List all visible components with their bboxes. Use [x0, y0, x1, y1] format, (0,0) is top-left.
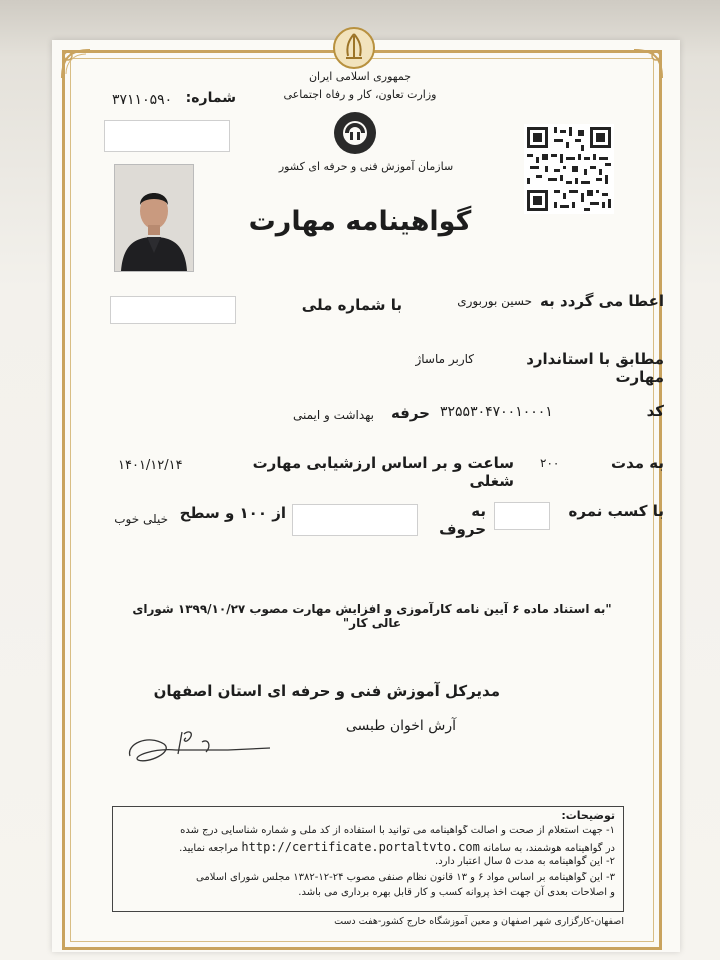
serial-label: شماره:	[185, 90, 236, 106]
organization-name: سازمان آموزش فنی و حرفه ای کشور	[278, 160, 454, 173]
note-line-2	[119, 840, 615, 854]
note-line-2a: در گواهینامه هوشمند، به سامانه	[483, 843, 615, 854]
out-of-level-label: از ۱۰۰ و سطح	[179, 504, 286, 522]
standard-value: کاربر ماساژ	[415, 352, 474, 366]
notes-box	[112, 806, 624, 912]
notes-heading: توضیحات:	[561, 809, 615, 822]
signatory-name: آرش اخوان طبسی	[345, 718, 456, 734]
holder-name: حسین بوربوری	[457, 294, 532, 308]
country-name: جمهوری اسلامی ایران	[308, 70, 412, 83]
national-id-label: با شماره ملی	[301, 296, 402, 314]
duration-value: ۲۰۰	[540, 456, 560, 470]
redacted-score	[494, 502, 550, 530]
verification-url[interactable]: http://certificate.portaltvto.com	[241, 840, 480, 854]
note-line-1: ۱- جهت استعلام از صحت و اصالت گواهینامه می توانید با استفاده از کد ملی و شماره شناسایی درج شده	[180, 825, 615, 836]
signature-graphic	[124, 726, 274, 778]
qr-code	[524, 124, 614, 214]
in-words-label: به حروف	[439, 502, 486, 538]
code-value: ۳۲۵۵۳۰۴۷۰۰۱۰۰۰۱	[440, 404, 553, 420]
note-line-3: ۲- این گواهینامه به مدت ۵ سال اعتبار دارد.	[435, 856, 615, 867]
regulation-text: "به استناد ماده ۶ آیین نامه کارآموزی و افزایش مهارت مصوب ۱۳۹۹/۱۰/۲۷ شورای عالی کار"	[132, 602, 612, 630]
redacted-national-id	[110, 296, 236, 324]
score-label: با کسب نمره	[568, 502, 664, 520]
redacted-box	[104, 120, 230, 152]
tvto-logo-icon	[330, 110, 380, 156]
signatory-title: مدیرکل آموزش فنی و حرفه ای استان اصفهان	[153, 682, 500, 700]
code-label: کد	[646, 402, 664, 420]
serial-number: ۳۷۱۱۰۵۹۰	[112, 92, 173, 108]
awarded-to-label: اعطا می گردد به	[540, 292, 664, 310]
assessment-label: ساعت و بر اساس ارزشیابی مهارت شغلی	[252, 454, 514, 490]
note-line-5: و اصلاحات بعدی آن جهت اخذ پروانه کسب و کار قابل بهره برداری می باشد.	[298, 887, 615, 898]
redacted-score-words	[292, 504, 418, 536]
iran-emblem-icon	[332, 26, 376, 70]
corner-ornament-icon	[628, 44, 668, 84]
trade-label: حرفه	[390, 404, 430, 422]
note-line-4: ۳- این گواهینامه بر اساس مواد ۶ و ۱۳ قانون نظام صنفی مصوب ۲۴-۱۲-۱۳۸۲ مجلس شورای اسلامی	[196, 872, 615, 883]
standard-label: مطابق با استاندارد مهارت	[526, 350, 664, 386]
note-line-2b: مراجعه نمایید.	[179, 843, 239, 854]
holder-photo	[114, 164, 194, 272]
corner-ornament-icon	[56, 44, 96, 84]
ministry-name: وزارت تعاون، کار و رفاه اجتماعی	[283, 88, 437, 101]
footer-office: اصفهان-کارگزاری شهر اصفهان و معین آموزشگاه خارج کشور-هفت دست	[334, 916, 624, 927]
certificate-title: گواهینامه مهارت	[248, 206, 472, 237]
level-value: خیلی خوب	[114, 512, 168, 526]
duration-label: به مدت	[611, 454, 664, 472]
issue-date: ۱۴۰۱/۱۲/۱۴	[118, 458, 183, 473]
trade-value: بهداشت و ایمنی	[293, 408, 374, 422]
